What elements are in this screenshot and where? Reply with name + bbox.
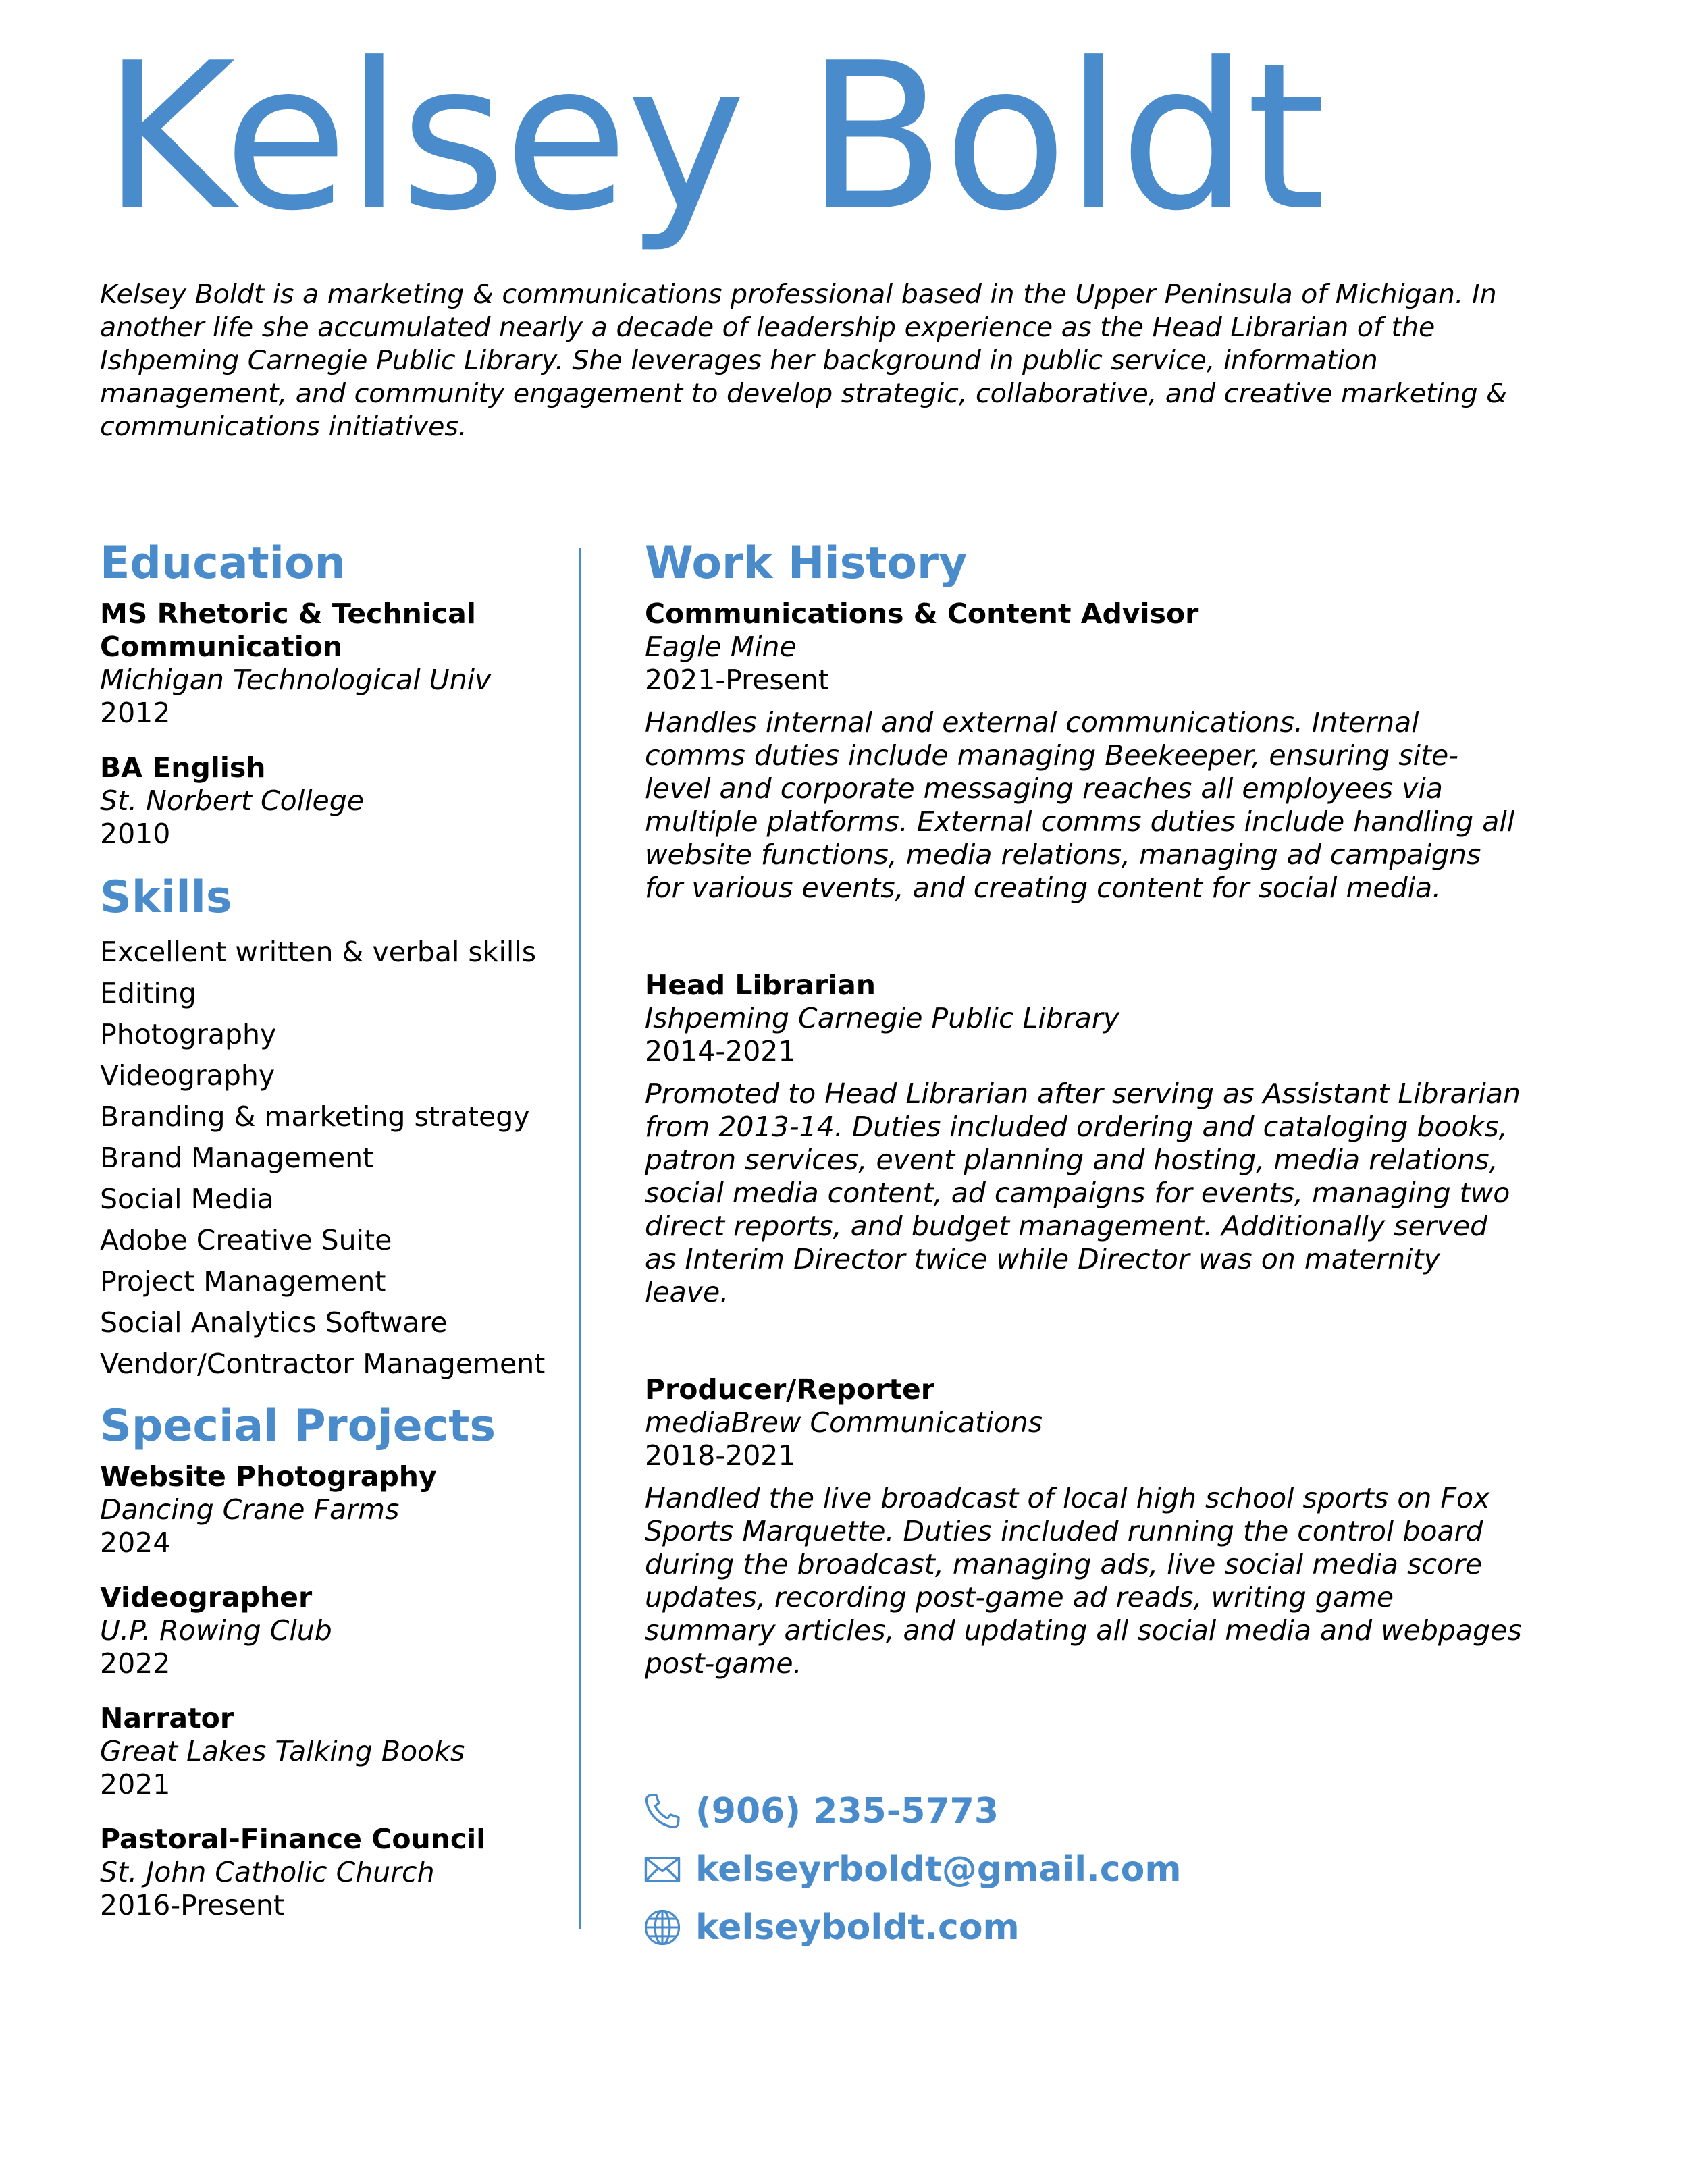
skill-item: Project Management (100, 1265, 386, 1298)
envelope-icon (641, 1848, 683, 1890)
graduation-year: 2012 (100, 697, 171, 729)
project-org: U.P. Rowing Club (100, 1614, 332, 1647)
project-org: St. John Catholic Church (100, 1856, 435, 1888)
project-entry (100, 1581, 586, 1680)
job-dates: 2014-2021 (645, 1035, 796, 1067)
education-heading: Education (100, 538, 346, 589)
skill-item: Excellent written & verbal skills (100, 936, 537, 968)
job-entry (645, 1373, 1523, 1680)
project-entry (100, 1460, 586, 1560)
project-entry (100, 1823, 586, 1922)
school: Michigan Technological Univ (100, 664, 492, 696)
skill-item: Vendor/Contractor Management (100, 1348, 546, 1380)
phone-icon (641, 1790, 683, 1832)
education-entry (100, 597, 586, 730)
work-history-heading: Work History (645, 538, 968, 589)
job-dates: 2021-Present (645, 664, 829, 696)
project-role: Pastoral-Finance Council (100, 1823, 486, 1855)
skill-item: Branding & marketing strategy (100, 1100, 530, 1133)
project-org: Dancing Crane Farms (100, 1493, 400, 1526)
project-year: 2021 (100, 1768, 171, 1801)
globe-icon (641, 1907, 683, 1948)
email-row[interactable] (641, 1840, 1182, 1898)
school: St. Norbert College (100, 784, 364, 817)
employer: mediaBrew Communications (645, 1406, 1043, 1439)
contact-block (641, 1782, 1182, 1956)
project-year: 2024 (100, 1526, 171, 1559)
skill-item: Brand Management (100, 1142, 374, 1174)
skill-item: Adobe Creative Suite (100, 1224, 392, 1256)
employer: Ishpeming Carnegie Public Library (645, 1002, 1120, 1034)
degree: MS Rhetoric & Technical Communication (100, 597, 476, 663)
skill-item: Editing (100, 977, 196, 1009)
project-entry (100, 1702, 586, 1801)
job-description: Handled the live broadcast of local high school sports on Fox Sports Marquette. Duties included running the control board during the broadcast, managing ads, live social media score updates, recording post-game ad reads, writing game summary articles, and updating all social media and webpages post-game. (645, 1482, 1522, 1680)
job-title: Communications & Content Advisor (645, 597, 1199, 630)
right-column (645, 530, 1523, 1680)
job-entry (645, 969, 1523, 1309)
project-org: Great Lakes Talking Books (100, 1735, 465, 1767)
job-entry (645, 597, 1523, 905)
job-dates: 2018-2021 (645, 1439, 796, 1472)
project-role: Website Photography (100, 1460, 437, 1493)
education-section (100, 530, 586, 851)
project-role: Narrator (100, 1702, 234, 1734)
work-history-section (645, 530, 1523, 1680)
phone-number[interactable]: (906) 235-5773 (695, 1791, 999, 1832)
project-role: Videographer (100, 1581, 313, 1614)
left-column (100, 530, 586, 1922)
email-address[interactable]: kelseyrboldt@gmail.com (695, 1849, 1182, 1890)
skill-item: Photography (100, 1018, 277, 1050)
special-projects-section (100, 1393, 586, 1922)
skill-item: Social Analytics Software (100, 1306, 448, 1339)
graduation-year: 2010 (100, 818, 171, 850)
phone-row[interactable] (641, 1782, 1182, 1840)
project-year: 2022 (100, 1647, 171, 1680)
resume-name: Kelsey Boldt (103, 20, 1324, 255)
job-description: Handles internal and external communications. Internal comms duties include managing Beekeeper, ensuring site-level and corporate messaging reaches all employees via multiple platforms. External comms duties include handling all website functions, media relations, managing ad campaigns for various events, and creating content for social media. (645, 706, 1515, 904)
job-title: Producer/Reporter (645, 1373, 935, 1406)
skills-section (100, 864, 586, 1385)
employer: Eagle Mine (645, 631, 797, 663)
skills-heading: Skills (100, 872, 232, 923)
skill-item: Social Media (100, 1183, 274, 1215)
special-projects-heading: Special Projects (100, 1401, 496, 1451)
website-row[interactable] (641, 1898, 1182, 1956)
project-year: 2016-Present (100, 1889, 284, 1921)
degree: BA English (100, 751, 266, 784)
education-entry (100, 751, 586, 851)
skill-item: Videography (100, 1059, 275, 1092)
website-url[interactable]: kelseyboldt.com (695, 1907, 1020, 1948)
skills-list (100, 932, 586, 1385)
job-description: Promoted to Head Librarian after serving as Assistant Librarian from 2013-14. Duties included ordering and cataloging books, patron services, event planning and hosting, media relations, social media content, ad campaigns for events, managing two direct reports, and budget management. Additionally served as Interim Director twice while Director was on maternity leave. (645, 1077, 1521, 1308)
summary-paragraph: Kelsey Boldt is a marketing & communications professional based in the Upper Peninsula of Michigan. In another life she accumulated nearly a decade of leadership experience as the Head Librarian of the Ishpeming Carnegie Public Library. She leverages her background in public service, information management, and community engagement to develop strategic, collaborative, and creative marketing & communications initiatives. (100, 279, 1507, 442)
job-title: Head Librarian (645, 969, 876, 1001)
